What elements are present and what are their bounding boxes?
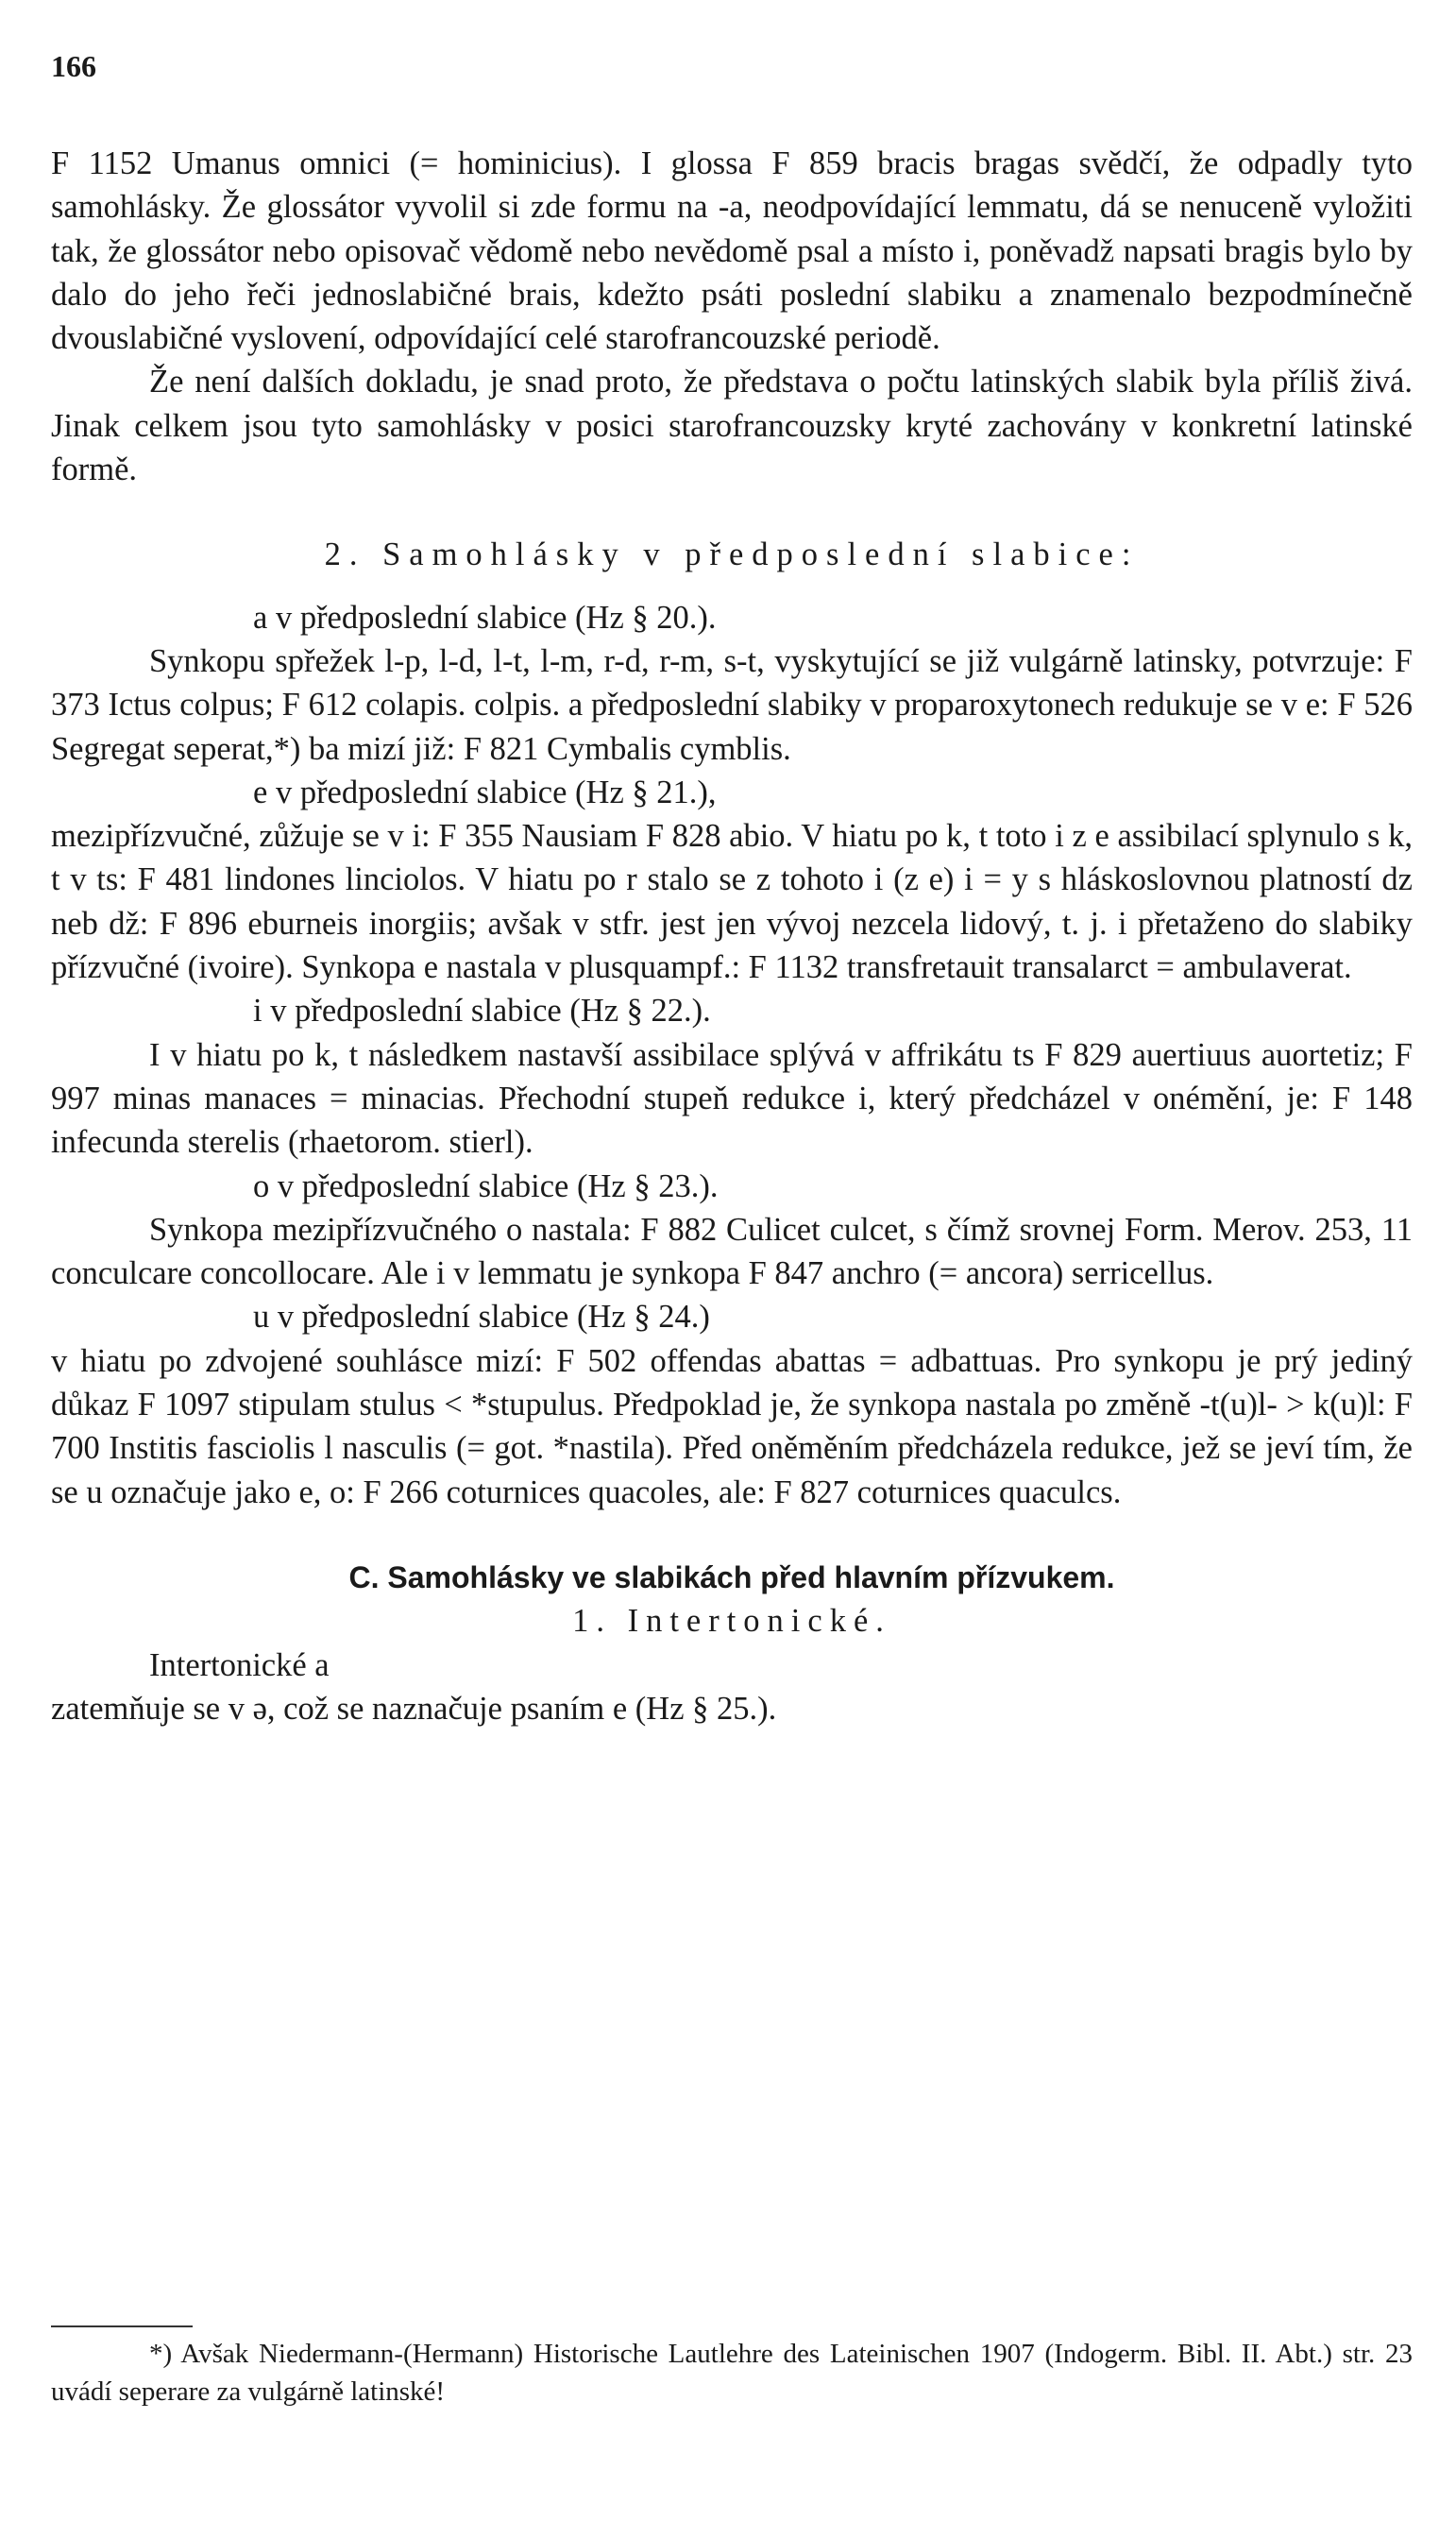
paragraph: mezipřízvučné, zůžuje se v i: F 355 Nausiam F 828 abio. V hiatu po k, t toto i z e assibilací splynulo s k, t v ts: F 481 lindones linciolos. V hiatu po r stalo se z tohoto i (z e) i = y s hláskoslovnou platností dz neb dž: F 896 eburneis inorgiis; avšak v stfr. jest jen vývoj nezcela lidový, t. j. i přetaženo do slabiky přízvučné (ivoire). Synkopa e nastala v plusquampf.: F 1132 transfretauit transalarct = ambulaverat. [51,818,1413,986]
footnote-text: *) Avšak Niedermann-(Hermann) Historische Lautlehre des Lateinischen 1907 (Indogerm. Bibl. II. Abt.) str. 23 uvádí seperare za vulgárně latinské! [51,2339,1413,2407]
subsection-heading: i v předposlední slabice (Hz § 22.). [253,993,711,1030]
subsection-heading: e v předposlední slabice (Hz § 21.), [253,774,717,810]
subsection-heading: a v předposlední slabice (Hz § 20.). [253,599,717,636]
section-heading: 2. Samohlásky v předposlední slabice: [324,537,1140,573]
subsection-heading: o v předposlední slabice (Hz § 23.). [253,1167,719,1204]
footnote-divider [51,2325,193,2327]
section-heading: C. Samohlásky ve slabikách před hlavním přízvukem. [348,1559,1115,1594]
paragraph: v hiatu po zdvojené souhlásce mizí: F 502 offendas abattas = adbattuas. Pro synkopu je prý jediný důkaz F 1097 stipulam stulus < *stupulus. Předpoklad je, že synkopa nastala po změně -t(u)l- > k(u)l: F 700 Institis fasciolis l nasculis (= got. *nastila). Před oněměním předcházela redukce, jež se jeví tím, že se u označuje jako e, o: F 266 coturnices quacoles, ale: F 827 coturnices quaculcs. [51,1342,1413,1510]
subsection-heading: Intertonické a [149,1646,330,1683]
main-text [51,142,1413,1730]
paragraph: F 1152 Umanus omnici (= hominicius). I glossa F 859 bracis bragas svědčí, že odpadly tyto samohlásky. Že glossátor vyvolil si zde formu na -a, neodpovídající lemmatu, dá se nenuceně vyložiti tak, že glossátor nebo opisovač vědomě nebo nevědomě psal a místo i, poněvadž napsati bragis bylo by dalo do jeho řeči jednoslabičné brais, kdežto psáti poslední slabiku a znamenalo bezpodmínečně dvouslabičné vyslovení, odpovídající celé starofrancouzské periodě. [51,145,1413,357]
paragraph: zatemňuje se v ə, což se naznačuje psaním e (Hz § 25.). [51,1690,777,1727]
subsection-heading: 1. Intertonické. [572,1603,891,1640]
paragraph: Že není dalších dokladu, je snad proto, že představa o počtu latinských slabik byla příliš živá. Jinak celkem jsou tyto samohlásky v posici starofrancouzsky kryté zachovány v konkretní latinské formě. [51,364,1413,488]
spacer [51,577,1413,596]
spacer [51,491,1413,533]
paragraph: Synkopa mezipřízvučného o nastala: F 882 Culicet culcet, s čímž srovnej Form. Merov. 253, 11 conculcare concollocare. Ale i v lemmatu je synkopa F 847 anchro (= ancora) serricellus. [51,1211,1413,1292]
subsection-heading: u v předposlední slabice (Hz § 24.) [253,1299,710,1336]
paragraph: I v hiatu po k, t následkem nastavší assibilace splývá v affrikátu ts F 829 auertiuus auortetiz; F 997 minas manaces = minacias. Přechodní stupeň redukce i, který předcházel v onémění, je: F 148 infecunda sterelis (rhaetorom. stierl). [51,1036,1413,1161]
footnote [51,2335,1413,2410]
spacer [51,1514,1413,1556]
paragraph: Synkopu spřežek l-p, l-d, l-t, l-m, r-d, r-m, s-t, vyskytující se již vulgárně latinsky, potvrzuje: F 373 Ictus colpus; F 612 colapis. colpis. a předposlední slabiky v proparoxytonech redukuje se v e: F 526 Segregat seperat,*) ba mizí již: F 821 Cymbalis cymblis. [51,642,1413,767]
page-number: 166 [51,49,96,83]
